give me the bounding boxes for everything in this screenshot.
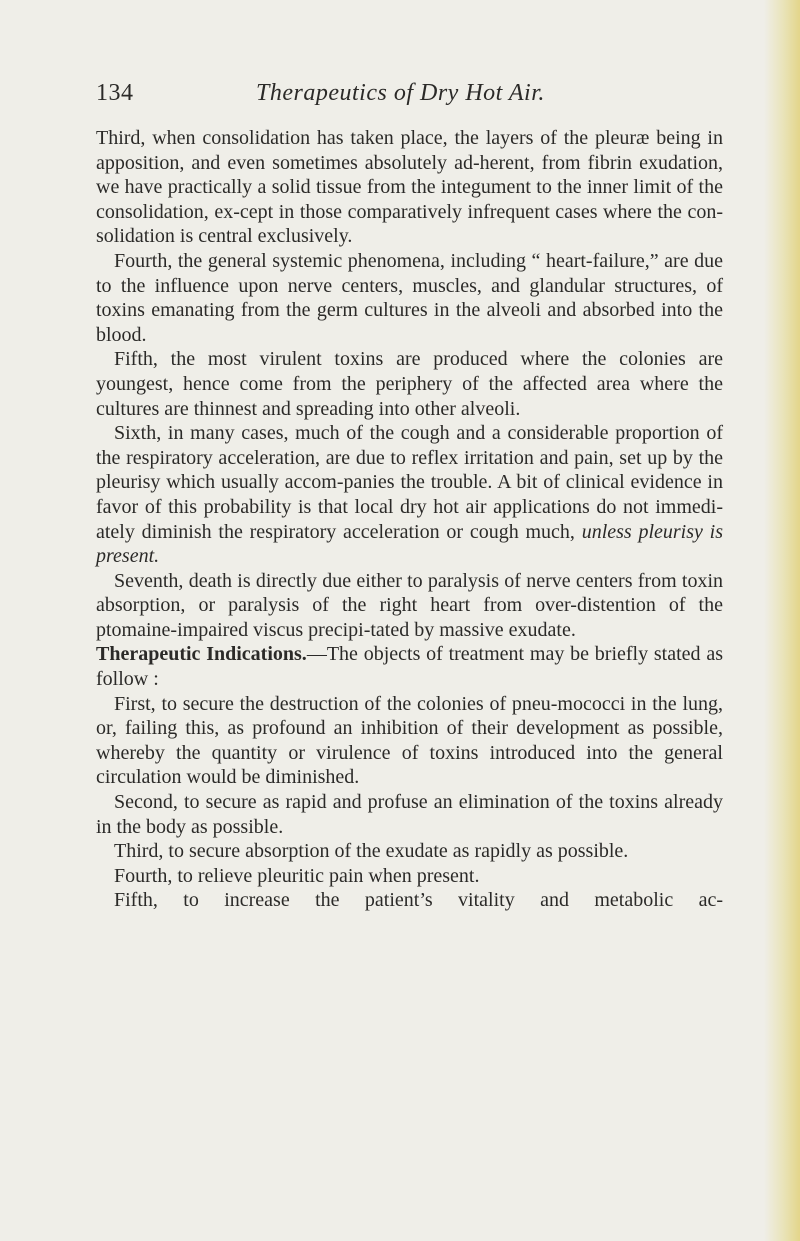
section-heading: Therapeutic Indications. [96, 643, 307, 666]
list-item-fifth: Fifth, to increase the patient’s vitality and metabolic ac- [114, 889, 723, 912]
paragraph-sixth-italic: unless pleurisy is present. [96, 520, 724, 568]
list-item-first: First, to secure the destruction of the colonies of pneu-mococci in the lung, or, failing this, as profound an inhibition of their development as possible, whereby the quantity or virulence of toxins introduced into the general circulation would be diminished. [96, 692, 723, 789]
running-head: Therapeutics of Dry Hot Air. [256, 80, 545, 106]
page-number: 134 [96, 80, 134, 106]
list-item-third: Third, to secure absorption of the exudate as rapidly as possible. [114, 840, 629, 863]
paragraph-fourth: Fourth, the general systemic phenomena, including “ heart-failure,” are due to the influence upon nerve centers, muscles, and glandular structures, of toxins emanating from the germ cultures in the alveoli and absorbed into the blood. [96, 249, 723, 346]
paragraph-third: Third, when consolidation has taken place, the layers of the pleuræ being in apposition, and even sometimes absolutely ad-herent, from fibrin exudation, we have practically a solid tissue from the integument to the inner limit of the consolidation, ex-cept in those comparatively infrequent cases where the con-solidation is central exclusively. [96, 127, 723, 248]
page-header [96, 80, 736, 120]
paragraph-sixth-text: Sixth, in many cases, much of the cough and a considerable proportion of the respiratory acceleration, are due to reflex irritation and pain, set up by the pleurisy which usually accom-panies the trouble. A bit of clinical evidence in favor of this probability is that local dry hot air applications do not immedi-ately diminish the respiratory acceleration or cough much, [96, 422, 723, 543]
paragraph-sixth [96, 421, 723, 569]
paragraph-seventh: Seventh, death is directly due either to paralysis of nerve centers from toxin absorption, or paralysis of the right heart from over-distention of the ptomaine-impaired viscus precipi-tated by massive exudate. [96, 569, 723, 641]
section-therapeutic-indications [96, 642, 723, 691]
list-item-fourth: Fourth, to relieve pleuritic pain when present. [114, 864, 480, 887]
body-text [96, 126, 723, 913]
paragraph-fifth: Fifth, the most virulent toxins are produced where the colonies are youngest, hence come from the periphery of the affected area where the cultures are thinnest and spreading into other alveoli. [96, 348, 723, 420]
page-edge-discoloration [764, 0, 800, 1241]
list-item-second: Second, to secure as rapid and profuse an elimination of the toxins already in the body as possible. [96, 791, 723, 838]
section-intro: —The objects of treatment may be briefly stated as follow : [96, 643, 723, 691]
